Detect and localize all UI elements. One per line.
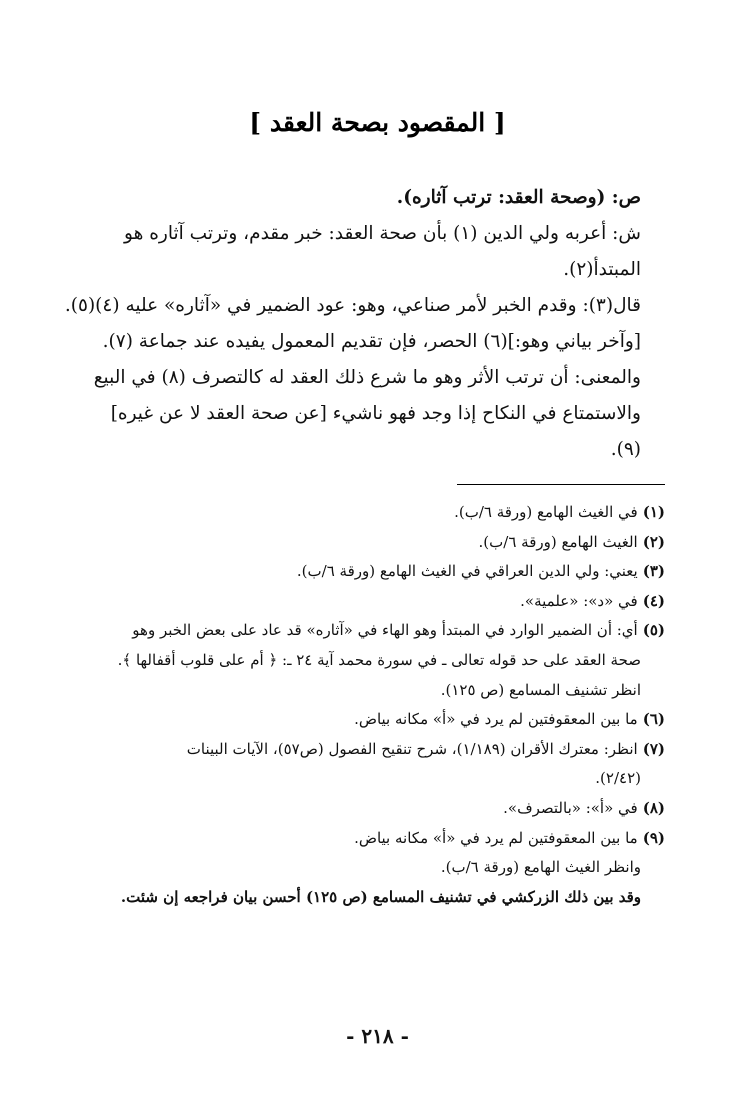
- footnote-text: في الغيث الهامع (ورقة ٦/ب).: [454, 503, 638, 521]
- footnote-number: (٣): [642, 562, 665, 581]
- footnote-number: (٨): [642, 798, 665, 817]
- footnote-tail-note: وقد بين ذلك الزركشي في تشنيف المسامع (ص ١٢٥) أحسن بيان فراجعه إن شئت.: [120, 887, 641, 906]
- footnote-text: ما بين المعقوفتين لم يرد في «أ» مكانه بياض.: [354, 710, 638, 729]
- footnote-text: الغيث الهامع (ورقة ٦/ب).: [478, 532, 638, 551]
- footnote-number: (١): [642, 503, 665, 521]
- footnote-5-continuation: انظر تشنيف المسامع (ص ١٢٥).: [440, 680, 641, 699]
- footnote-3: [90, 557, 665, 587]
- text-line-sad: ص: (وصحة العقد: ترتب آثاره).: [396, 187, 641, 208]
- footnote-text: في «أ»: «بالتصرف».: [503, 798, 638, 817]
- footnote-number: (٩): [642, 828, 665, 847]
- footnote-1: [90, 498, 665, 528]
- footnote-9-continuation: وانظر الغيث الهامع (ورقة ٦/ب).: [440, 858, 641, 877]
- text-line-maana: والمعنى: أن ترتب الأثر وهو ما شرع ذلك العقد له كالتصرف (٨) في البيع والاستمتاع في النكاح إذا وجد فهو ناشيء [عن صحة العقد لا عن غيره] (٩).: [93, 367, 641, 460]
- footnote-number: (٦): [642, 710, 665, 729]
- main-text: [64, 180, 665, 468]
- footnotes: [90, 498, 665, 912]
- footnote-number: (٢): [642, 532, 665, 551]
- footnote-5-continuation: صحة العقد على حد قوله تعالى ـ في سورة محمد آية ٢٤ ـ: ﴿ أم على قلوب أقفالها ﴾.: [117, 650, 641, 669]
- footnote-7-continuation: (٢/٤٢).: [595, 769, 641, 788]
- footnote-text: ما بين المعقوفتين لم يرد في «أ» مكانه بياض.: [354, 828, 638, 847]
- footnote-text: في «د»: «علمية».: [520, 591, 638, 610]
- text-line-qal: قال(٣): وقدم الخبر لأمر صناعي، وهو: عود الضمير في «آثاره» عليه (٤)(٥).: [64, 295, 641, 316]
- footnote-9: [90, 824, 665, 854]
- footnote-7: [90, 735, 665, 765]
- text-line-shin: ش: أعربه ولي الدين (١) بأن صحة العقد: خبر مقدم، وترتب آثاره هو المبتدأ(٢).: [124, 223, 641, 280]
- footnote-number: (٧): [642, 739, 665, 758]
- section-heading: [ المقصود بصحة العقد ]: [249, 108, 506, 137]
- footnote-text: أي: أن الضمير الوارد في المبتدأ وهو الهاء في «آثاره» قد عاد على بعض الخبر وهو: [132, 621, 638, 640]
- page-number: - ٢١٨ -: [346, 1024, 409, 1048]
- footnote-text: انظر: معترك الأقران (١/١٨٩)، شرح تنقيح الفصول (ص٥٧)، الآيات البينات: [186, 739, 638, 758]
- footnote-8: [90, 794, 665, 824]
- footnote-text: يعني: ولي الدين العراقي في الغيث الهامع (ورقة ٦/ب).: [296, 562, 638, 581]
- footnote-5: [90, 616, 665, 646]
- footnote-number: (٤): [642, 591, 665, 610]
- footnote-2: [90, 528, 665, 558]
- footnote-divider: [457, 484, 665, 485]
- footnote-6: [90, 705, 665, 735]
- footnote-number: (٥): [642, 621, 665, 640]
- footnote-4: [90, 587, 665, 617]
- text-line-akhar: [وآخر بياني وهو:](٦) الحصر، فإن تقديم المعمول يفيده عند جماعة (٧).: [102, 331, 641, 352]
